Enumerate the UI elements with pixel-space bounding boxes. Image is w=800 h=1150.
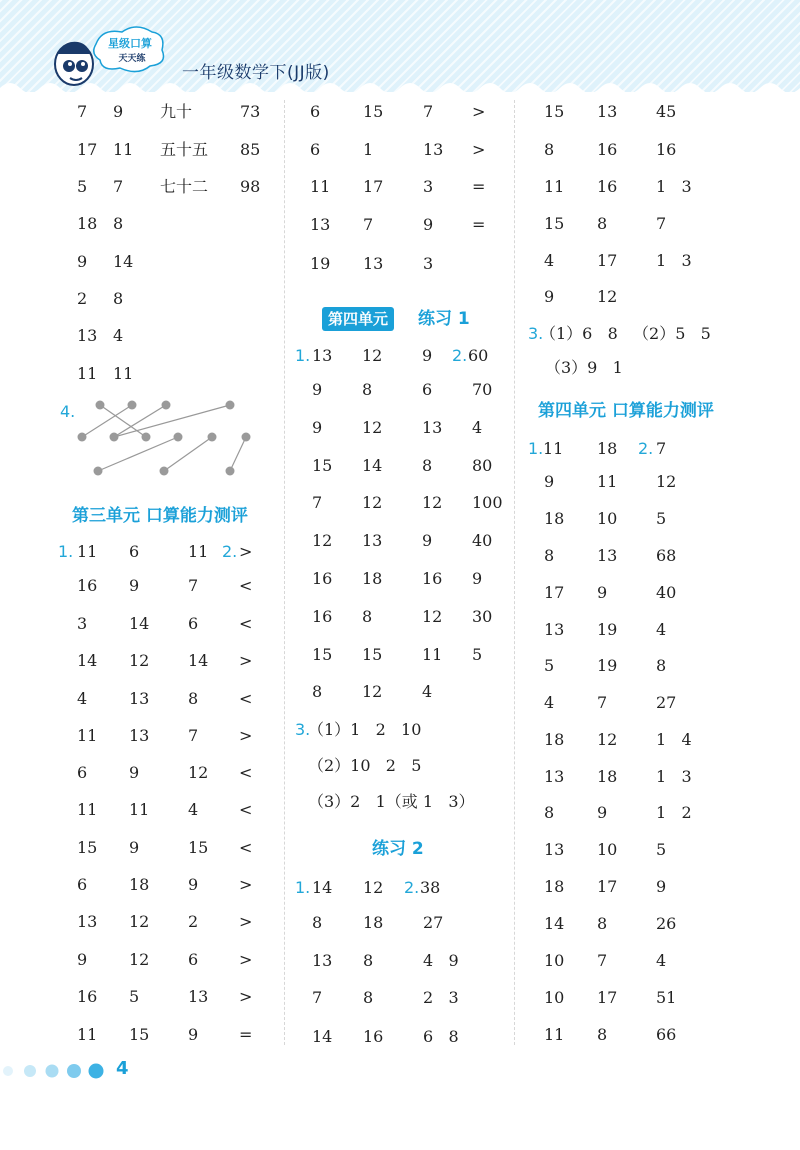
answer-cell: 7 xyxy=(597,693,608,712)
answer-cell: 17 xyxy=(77,140,98,159)
answer-cell: 14 xyxy=(129,614,150,633)
section-title: 第四单元 口算能力测评 xyxy=(538,401,714,421)
answer-cell: 8 xyxy=(312,682,323,701)
answer-cell: 11 xyxy=(77,364,98,383)
answer-cell: 9 xyxy=(113,102,124,121)
answer-cell: 6 xyxy=(422,380,433,399)
answer-cell: 13 xyxy=(312,951,333,970)
answer-cell: 15 xyxy=(363,102,384,121)
answer-cell: < xyxy=(239,614,253,633)
answer-cell: 11 xyxy=(77,1025,98,1044)
section-title: 练习 2 xyxy=(372,839,424,859)
answer-cell: 8 xyxy=(544,140,555,159)
answer-cell: 7 xyxy=(656,214,667,233)
question-number: 1. xyxy=(295,346,311,365)
answer-cell: 15 xyxy=(188,838,209,857)
answer-cell: 12 xyxy=(188,763,209,782)
book-title: 一年级数学下(JJ版) xyxy=(182,63,330,83)
answer-cell: 2 xyxy=(77,289,88,308)
question-number: 2. xyxy=(452,346,468,365)
answer-cell: 15 xyxy=(129,1025,150,1044)
answer-cell: 12 xyxy=(656,472,677,491)
answer-cell: 7 xyxy=(656,439,667,458)
answer-cell: 14 xyxy=(362,456,383,475)
answer-cell: 18 xyxy=(362,569,383,588)
question-number: 2. xyxy=(638,439,654,458)
answer-cell: > xyxy=(239,726,253,745)
answer-cell: 11 xyxy=(113,364,134,383)
answer-cell: 16 xyxy=(312,607,333,626)
answer-cell: 15 xyxy=(544,102,565,121)
answer-cell: 11 xyxy=(188,542,209,561)
answer-cell: 30 xyxy=(472,607,493,626)
answer-cell: 27 xyxy=(656,693,677,712)
answer-cell: 15 xyxy=(544,214,565,233)
page-number: 4 xyxy=(116,1058,129,1079)
answer-cell: 13 xyxy=(188,987,209,1006)
answer-cell: 68 xyxy=(656,546,677,565)
answer-cell: 16 xyxy=(312,569,333,588)
answer-cell: 12 xyxy=(422,493,443,512)
answer-cell: 8 xyxy=(597,1025,608,1044)
answer-cell: 11 xyxy=(544,1025,565,1044)
answer-cell: 13 xyxy=(362,531,383,550)
answer-cell: 15 xyxy=(312,645,333,664)
answer-cell: 13 xyxy=(312,346,333,365)
answer-cell: > xyxy=(239,912,253,931)
answer-cell: 4 xyxy=(188,800,199,819)
answer-cell: 12 xyxy=(129,950,150,969)
answer-cell: 98 xyxy=(240,177,261,196)
answer-cell: 40 xyxy=(656,583,677,602)
answer-cell: 18 xyxy=(544,730,565,749)
mascot-icon xyxy=(52,20,172,100)
answer-cell: 15 xyxy=(362,645,383,664)
answer-cell: 6 8 xyxy=(423,1027,459,1046)
answer-cell: 4 xyxy=(656,620,667,639)
answer-cell: 14 xyxy=(113,252,134,271)
answer-cell: 40 xyxy=(472,531,493,550)
answer-cell: 3 xyxy=(423,177,434,196)
answer-cell: > xyxy=(239,987,253,1006)
question-number: 2. xyxy=(222,542,238,561)
matching-lines-diagram xyxy=(70,395,270,480)
answer-cell: 14 xyxy=(312,1027,333,1046)
answer-cell: = xyxy=(472,177,486,196)
answer-cell: 14 xyxy=(544,914,565,933)
answer-cell: 8 xyxy=(656,656,667,675)
answer-cell: 12 xyxy=(362,418,383,437)
answer-cell: 13 xyxy=(77,912,98,931)
footer-dots-icon xyxy=(0,1062,110,1080)
answer-cell: 11 xyxy=(543,439,564,458)
answer-line: （1）1 2 10 xyxy=(308,720,422,739)
answer-line: （3）9 1 xyxy=(545,358,623,377)
answer-cell: 5 xyxy=(77,177,88,196)
answer-cell: = xyxy=(239,1025,253,1044)
answer-cell: 66 xyxy=(656,1025,677,1044)
answer-cell: 17 xyxy=(597,877,618,896)
answer-cell: 12 xyxy=(597,287,618,306)
answer-cell: 10 xyxy=(597,840,618,859)
answer-cell: 16 xyxy=(656,140,677,159)
answer-cell: 12 xyxy=(129,912,150,931)
answer-cell: 26 xyxy=(656,914,677,933)
answer-cell: 12 xyxy=(129,651,150,670)
answer-cell: 9 xyxy=(312,380,323,399)
answer-cell: 1 4 xyxy=(656,730,692,749)
answer-cell: 10 xyxy=(597,509,618,528)
answer-cell: 7 xyxy=(423,102,434,121)
answer-cell: 17 xyxy=(597,988,618,1007)
answer-cell: 8 xyxy=(113,289,124,308)
answer-cell: 70 xyxy=(472,380,493,399)
answer-cell: 12 xyxy=(362,346,383,365)
answer-cell: < xyxy=(239,576,253,595)
answer-cell: 6 xyxy=(129,542,140,561)
answer-cell: > xyxy=(239,651,253,670)
answer-cell: 9 xyxy=(422,531,433,550)
answer-cell: 85 xyxy=(240,140,261,159)
logo-line2: 天天练 xyxy=(118,54,146,64)
answer-cell: 13 xyxy=(422,418,443,437)
answer-cell: 11 xyxy=(113,140,134,159)
answer-cell: 18 xyxy=(363,913,384,932)
answer-cell: 4 xyxy=(544,693,555,712)
answer-cell: 9 xyxy=(129,763,140,782)
answer-cell: 五十五 xyxy=(160,140,209,159)
answer-cell: 9 xyxy=(597,803,608,822)
answer-cell: 4 xyxy=(656,951,667,970)
answer-cell: 13 xyxy=(544,767,565,786)
answer-cell: 4 9 xyxy=(423,951,459,970)
answer-cell: 14 xyxy=(77,651,98,670)
answer-cell: 16 xyxy=(422,569,443,588)
answer-cell: 7 xyxy=(312,988,323,1007)
answer-cell: 17 xyxy=(363,177,384,196)
answer-cell: 11 xyxy=(422,645,443,664)
answer-cell: 11 xyxy=(129,800,150,819)
answer-cell: 18 xyxy=(597,439,618,458)
answer-cell: 9 xyxy=(129,838,140,857)
question-number: 1. xyxy=(528,439,544,458)
answer-cell: 8 xyxy=(597,214,608,233)
answer-cell: 27 xyxy=(423,913,444,932)
answer-cell: 2 xyxy=(188,912,199,931)
answer-cell: 9 xyxy=(544,472,555,491)
answer-cell: 73 xyxy=(240,102,261,121)
answer-cell: 8 xyxy=(312,913,323,932)
answer-cell: 9 xyxy=(544,287,555,306)
answer-cell: 13 xyxy=(544,620,565,639)
answer-cell: 13 xyxy=(310,215,331,234)
answer-cell: 5 xyxy=(472,645,483,664)
answer-cell: 16 xyxy=(363,1027,384,1046)
answer-cell: 13 xyxy=(129,689,150,708)
answer-cell: 45 xyxy=(656,102,677,121)
answer-cell: 18 xyxy=(544,877,565,896)
unit-badge: 第四单元 xyxy=(322,307,394,331)
answer-cell: > xyxy=(472,140,486,159)
answer-cell: 3 xyxy=(423,254,434,273)
answer-cell: 8 xyxy=(362,607,373,626)
answer-cell: 4 xyxy=(472,418,483,437)
answer-cell: 8 xyxy=(544,546,555,565)
answer-cell: 11 xyxy=(597,472,618,491)
answer-cell: 7 xyxy=(312,493,323,512)
question-number: 1. xyxy=(295,878,311,897)
answer-cell: 7 xyxy=(188,576,199,595)
answer-cell: 8 xyxy=(544,803,555,822)
answer-cell: 8 xyxy=(113,214,124,233)
answer-cell: 9 xyxy=(656,877,667,896)
section-title: 练习 1 xyxy=(418,309,470,329)
answer-cell: 1 3 xyxy=(656,177,692,196)
answer-cell: 13 xyxy=(423,140,444,159)
column-divider-1 xyxy=(284,100,285,1045)
answer-cell: 9 xyxy=(188,1025,199,1044)
answer-cell: < xyxy=(239,800,253,819)
answer-cell: 100 xyxy=(472,493,503,512)
answer-cell: 80 xyxy=(472,456,493,475)
answer-cell: 5 xyxy=(544,656,555,675)
answer-cell: 七十二 xyxy=(160,177,209,196)
answer-cell: 14 xyxy=(312,878,333,897)
answer-cell: 6 xyxy=(188,614,199,633)
answer-cell: 13 xyxy=(363,254,384,273)
answer-cell: 9 xyxy=(472,569,483,588)
answer-cell: 13 xyxy=(129,726,150,745)
answer-cell: 15 xyxy=(312,456,333,475)
answer-line: （3）2 1（或 1 3） xyxy=(308,792,475,811)
answer-cell: 9 xyxy=(77,950,88,969)
answer-cell: 6 xyxy=(77,875,88,894)
answer-cell: 9 xyxy=(423,215,434,234)
question-number: 3. xyxy=(295,720,311,739)
answer-cell: 9 xyxy=(312,418,323,437)
answer-cell: 9 xyxy=(422,346,433,365)
answer-cell: 9 xyxy=(77,252,88,271)
answer-cell: 60 xyxy=(468,346,489,365)
answer-cell: 7 xyxy=(363,215,374,234)
answer-cell: 5 xyxy=(656,840,667,859)
answer-cell: 7 xyxy=(597,951,608,970)
answer-cell: > xyxy=(239,542,253,561)
answer-cell: 18 xyxy=(129,875,150,894)
answer-cell: 18 xyxy=(77,214,98,233)
answer-cell: 18 xyxy=(597,767,618,786)
answer-cell: 8 xyxy=(363,988,374,1007)
answer-cell: 6 xyxy=(310,140,321,159)
answer-cell: 13 xyxy=(597,102,618,121)
answer-cell: 11 xyxy=(544,177,565,196)
question-number: 1. xyxy=(58,542,74,561)
answer-cell: 51 xyxy=(656,988,677,1007)
answer-cell: 1 2 xyxy=(656,803,692,822)
answer-cell: 38 xyxy=(420,878,441,897)
answer-cell: 12 xyxy=(597,730,618,749)
answer-cell: 8 xyxy=(422,456,433,475)
answer-cell: 11 xyxy=(77,726,98,745)
answer-cell: > xyxy=(239,950,253,969)
answer-cell: 4 xyxy=(422,682,433,701)
answer-cell: 1 3 xyxy=(656,251,692,270)
answer-line: （2）10 2 5 xyxy=(308,756,422,775)
answer-cell: = xyxy=(472,215,486,234)
answer-cell: < xyxy=(239,763,253,782)
answer-cell: 14 xyxy=(188,651,209,670)
answer-cell: 12 xyxy=(362,493,383,512)
answer-cell: > xyxy=(472,102,486,121)
answer-cell: 11 xyxy=(77,542,98,561)
answer-cell: 16 xyxy=(597,140,618,159)
answer-cell: 8 xyxy=(363,951,374,970)
answer-cell: 10 xyxy=(544,988,565,1007)
answer-cell: 13 xyxy=(77,326,98,345)
answer-cell: 12 xyxy=(312,531,333,550)
answer-cell: 13 xyxy=(544,840,565,859)
answer-cell: 8 xyxy=(188,689,199,708)
answer-cell: 11 xyxy=(77,800,98,819)
answer-cell: 2 3 xyxy=(423,988,459,1007)
answer-cell: 13 xyxy=(597,546,618,565)
answer-cell: 19 xyxy=(597,656,618,675)
answer-cell: > xyxy=(239,875,253,894)
answer-cell: 5 xyxy=(656,509,667,528)
answer-cell: < xyxy=(239,838,253,857)
answer-cell: 12 xyxy=(362,682,383,701)
answer-cell: 6 xyxy=(310,102,321,121)
answer-cell: 7 xyxy=(188,726,199,745)
answer-line: （1）6 8 （2）5 5 xyxy=(540,324,711,343)
answer-cell: 17 xyxy=(597,251,618,270)
answer-cell: 19 xyxy=(310,254,331,273)
section-title: 第三单元 口算能力测评 xyxy=(72,506,248,526)
answer-cell: 6 xyxy=(188,950,199,969)
question-number: 4. xyxy=(60,402,76,421)
answer-cell: 5 xyxy=(129,987,140,1006)
answer-cell: 1 3 xyxy=(656,767,692,786)
answer-cell: 9 xyxy=(188,875,199,894)
answer-cell: 4 xyxy=(113,326,124,345)
answer-cell: 11 xyxy=(310,177,331,196)
answer-cell: 8 xyxy=(597,914,608,933)
answer-cell: 12 xyxy=(363,878,384,897)
answer-cell: 18 xyxy=(544,509,565,528)
answer-cell: 6 xyxy=(77,763,88,782)
answer-cell: 19 xyxy=(597,620,618,639)
answer-cell: 12 xyxy=(422,607,443,626)
answer-cell: 4 xyxy=(77,689,88,708)
logo-line1: 星级口算 xyxy=(108,37,152,50)
answer-cell: 7 xyxy=(113,177,124,196)
answer-cell: 16 xyxy=(77,576,98,595)
answer-cell: 17 xyxy=(544,583,565,602)
question-number: 2. xyxy=(404,878,420,897)
answer-cell: 16 xyxy=(77,987,98,1006)
answer-cell: 9 xyxy=(597,583,608,602)
answer-cell: 九十 xyxy=(160,102,193,121)
answer-cell: 1 xyxy=(363,140,374,159)
answer-cell: < xyxy=(239,689,253,708)
answer-cell: 9 xyxy=(129,576,140,595)
answer-cell: 7 xyxy=(77,102,88,121)
answer-cell: 3 xyxy=(77,614,88,633)
answer-cell: 4 xyxy=(544,251,555,270)
answer-cell: 8 xyxy=(362,380,373,399)
answer-cell: 15 xyxy=(77,838,98,857)
answer-cell: 10 xyxy=(544,951,565,970)
column-divider-2 xyxy=(514,100,515,1045)
question-number: 3. xyxy=(528,324,544,343)
answer-cell: 16 xyxy=(597,177,618,196)
